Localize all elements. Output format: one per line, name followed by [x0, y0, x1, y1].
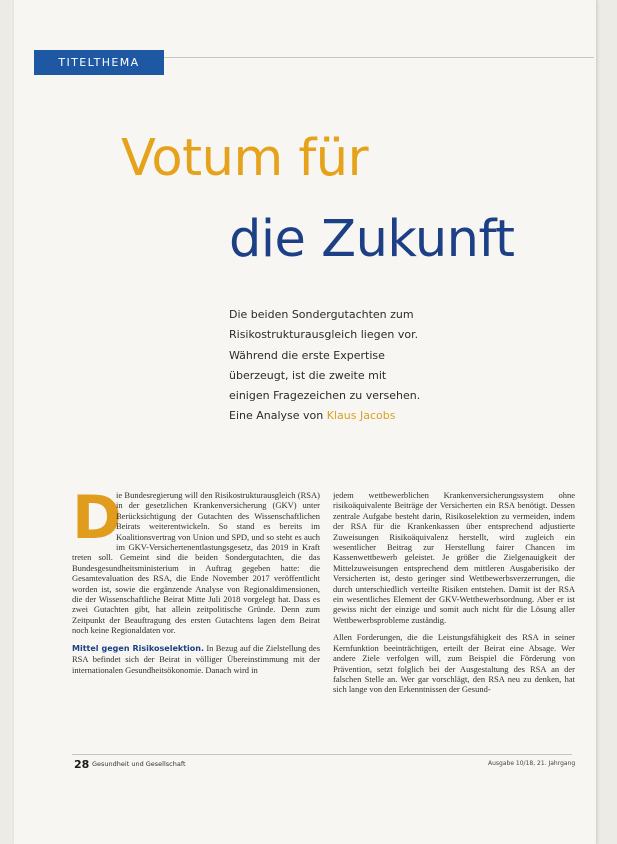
body-column-right [333, 490, 575, 745]
page-number: 28 [74, 758, 90, 771]
footer-rule [72, 754, 572, 755]
body-paragraph-1: ie Bundesregierung will den Risikostrukturausgleich (RSA) in der gesetzlichen Krankenversicherung (GKV) unter Berücksichtigung der Gutachten des Wissenschaftlichen Beirats weiterentwickeln. So stand es bereits im Koalitionsvertrag von Union und SPD, und so steht es auch im GKV-Versichertenentlastungsgesetz, das 2019 in Kraft treten soll. Gemeint sind die beiden Sondergutachten, die das Bundesgesundheitsministerium in Auftrag gegeben hatte: die Gesamtevaluation des RSA, die Ende November 2017 veröffentlicht worden ist, sowie die ergänzende Analyse von Regionaldimensionen, die der Wissenschaftliche Beirat Mitte Juli 2018 vorgelegt hat. Dass es zwei Gutachten gibt, hat allein zeitpolitische Gründe. Denn zum Zeitpunkt der Beauftragung des ersten Gutachtens lagen dem Beirat noch keine Regionaldaten vor. [72, 490, 320, 636]
author-name: Klaus Jacobs [326, 409, 396, 423]
drop-cap-spacer [72, 490, 116, 552]
lead-paragraph [229, 305, 429, 427]
body-paragraph-4: Allen Forderungen, die die Leistungsfähigkeit des RSA in seiner Kernfunktion beeinträchtigen, erteilt der Beirat eine Absage. Wer andere Ziele verfolgen will, zum Beispiel die Förderung von Prävention, setzt folglich bei der Ausgestaltung des RSA an der falschen Stelle an. Wer gar vorschlägt, den RSA neu zu denken, hat sich lange von den Erkenntnissen der Gesund- [333, 632, 575, 695]
drop-cap: D [72, 483, 122, 553]
issue-info: Ausgabe 10/18, 21. Jahrgang [488, 760, 576, 767]
section-kicker: TITELTHEMA [34, 50, 164, 75]
body-paragraph-3: jedem wettbewerblichen Krankenversicherungssystem ohne risikoäquivalente Beiträge der Versicherten ein RSA benötigt. Dessen zentrale Aufgabe besteht darin, Risikoselektion zu vermeiden, indem der RSA für die Krankenkassen über entsprechend adjustierte Zuweisungen Risikoäquivalenz herstellt, wird zugleich ein wesentlicher Beitrag zur Herstellung fairer Chancen im Kassenwettbewerb geleistet. Je größer die Zielgenauigkeit der Mittelzuweisungen entsprechend dem mittleren Ausgaberisiko der Versicherten ist, desto geringer sind Wettbewerbsverzerrungen, die durch unterschiedlich verteilte Risiken entstehen. Damit ist der RSA ein wesentliches Element der GKV-Wettbewerbsordnung. Aber er ist gewiss nicht der einzige und somit auch nicht für die Lösung aller Wettbewerbsprobleme zuständig. [333, 490, 575, 625]
journal-title: Gesundheit und Gesellschaft [92, 760, 186, 768]
lead-text: Die beiden Sondergutachten zum Risikostrukturausgleich liegen vor. Während die erste Expertise überzeugt, ist die zweite mit einigen Fragezeichen zu versehen. Eine Analyse von [229, 308, 421, 423]
body-column-left [72, 490, 320, 745]
subheading-risk-selection: Mittel gegen Risikoselektion. [72, 643, 204, 653]
body-paragraph-2: In Bezug auf die Zielstellung des RSA befindet sich der Beirat in völliger Übereinstimmung mit der internationalen Gesundheitsökonomie. Danach wird in [72, 642, 320, 675]
headline-line-2: die Zukunft [229, 210, 515, 269]
paragraph-gap [72, 636, 320, 643]
paragraph-gap [333, 625, 575, 632]
headline-line-1: Votum für [121, 129, 369, 188]
